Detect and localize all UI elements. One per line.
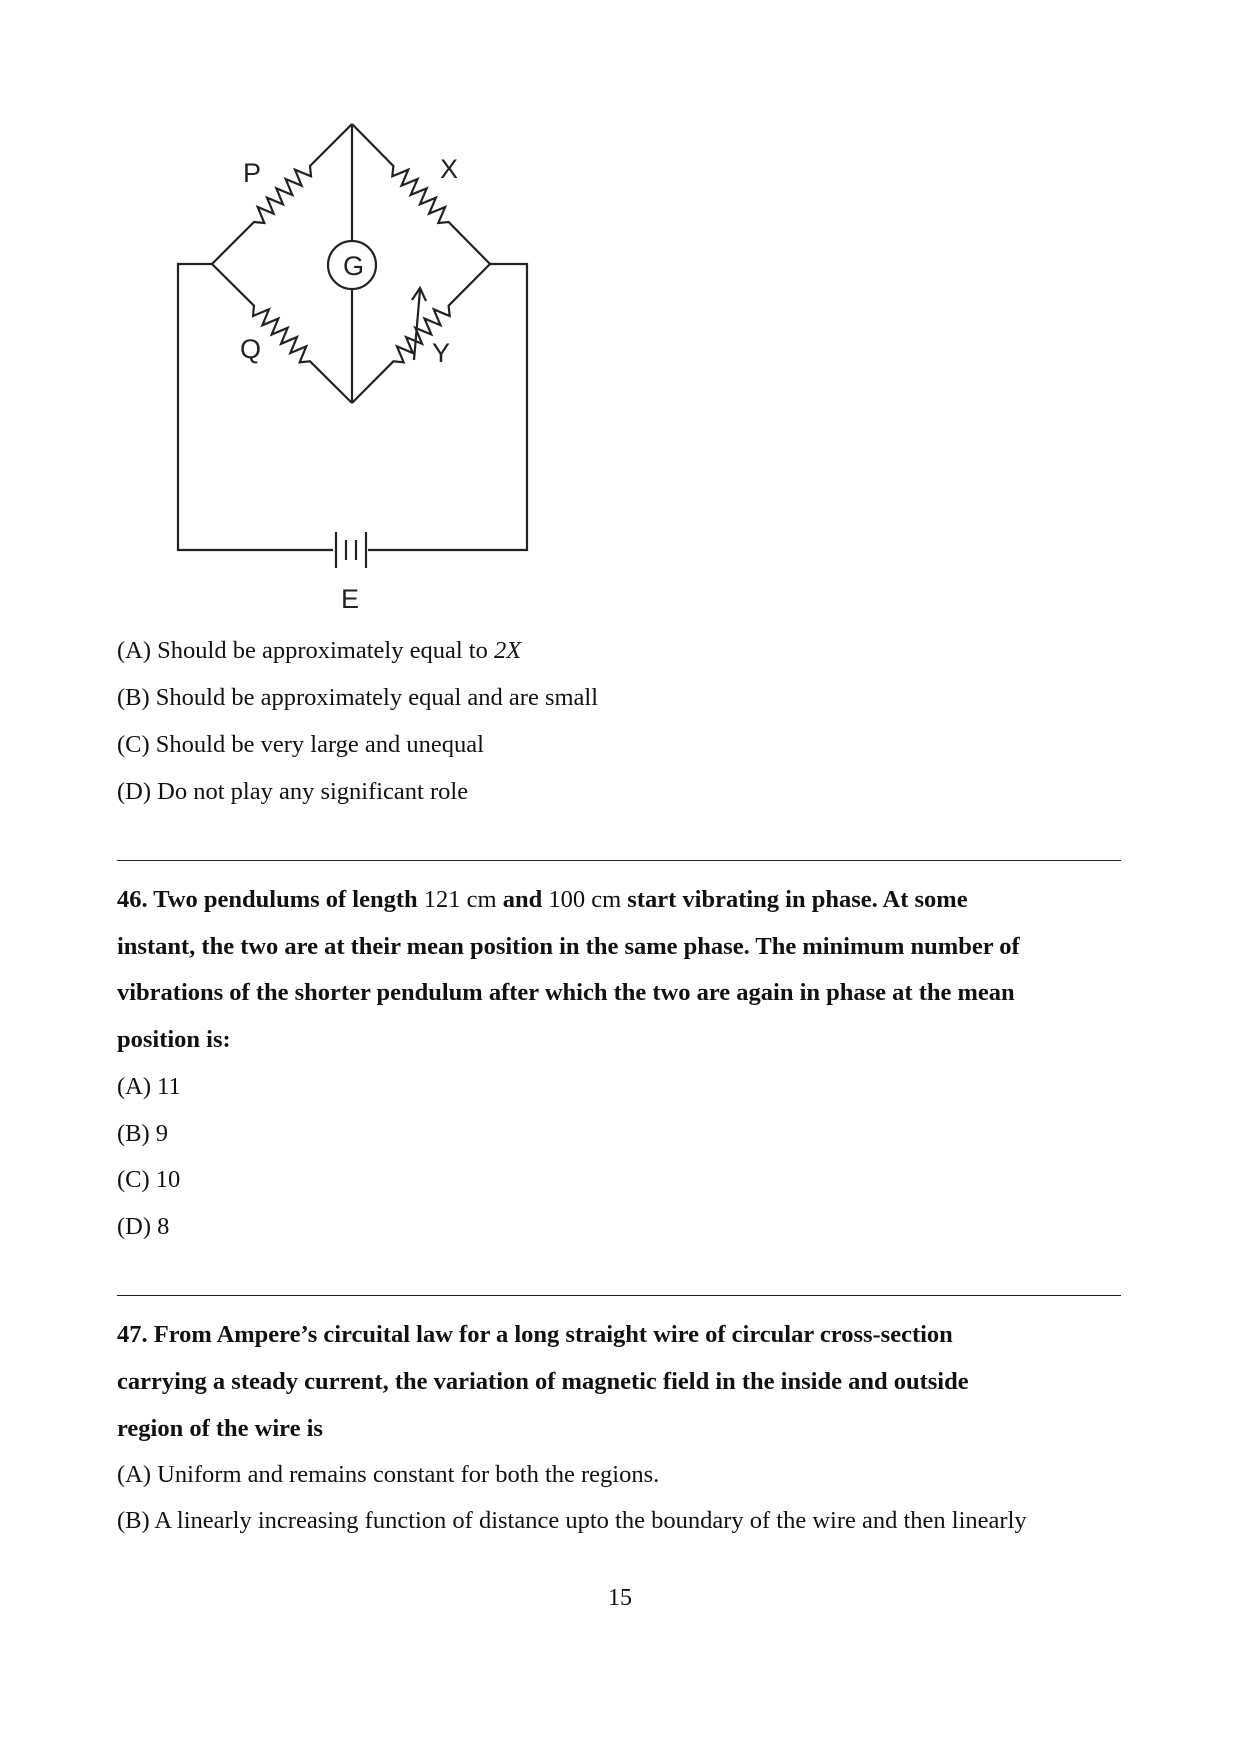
wheatstone-bridge-diagram bbox=[0, 0, 1240, 640]
q47-question-line: region of the wire is bbox=[117, 1415, 323, 1442]
label-e: E bbox=[341, 584, 360, 614]
q47-option-a: (A) Uniform and remains constant for both the regions. bbox=[117, 1461, 660, 1488]
q46-question-line: position is: bbox=[117, 1026, 231, 1053]
label-y: Y bbox=[432, 338, 451, 368]
q47-option-b: (B) A linearly increasing function of distance upto the boundary of the wire and then linearly bbox=[117, 1507, 1027, 1534]
q46-question-line: instant, the two are at their mean position in the same phase. The minimum number of bbox=[117, 933, 1020, 960]
resistor-x bbox=[352, 124, 490, 264]
variable-arrow bbox=[412, 288, 426, 360]
label-q: Q bbox=[240, 334, 262, 364]
battery bbox=[336, 532, 366, 568]
q46-option-c: (C) 10 bbox=[117, 1166, 181, 1193]
divider bbox=[117, 860, 1121, 861]
q46-question-line: 46. Two pendulums of length 121 cm and 100 cm start vibrating in phase. At some bbox=[117, 886, 968, 913]
resistor-q bbox=[212, 264, 352, 403]
q45-option-a: (A) Should be approximately equal to 2X bbox=[117, 637, 522, 664]
q46-option-a: (A) 11 bbox=[117, 1073, 181, 1100]
label-p: P bbox=[243, 158, 262, 188]
q46-option-b: (B) 9 bbox=[117, 1120, 169, 1147]
q45-option-d: (D) Do not play any significant role bbox=[117, 778, 469, 805]
q45-option-b: (B) Should be approximately equal and are small bbox=[117, 684, 599, 711]
q47-question-line: carrying a steady current, the variation of magnetic field in the inside and outside bbox=[117, 1368, 969, 1395]
divider bbox=[117, 1295, 1121, 1296]
q46-option-d: (D) 8 bbox=[117, 1213, 170, 1240]
q47-question-line: 47. From Ampere’s circuital law for a long straight wire of circular cross-section bbox=[117, 1321, 953, 1348]
q46-question-line: vibrations of the shorter pendulum after which the two are again in phase at the mean bbox=[117, 979, 1015, 1006]
label-x: X bbox=[440, 154, 459, 184]
label-g: G bbox=[343, 251, 365, 281]
resistor-p bbox=[212, 124, 352, 264]
q45-option-c: (C) Should be very large and unequal bbox=[117, 731, 484, 758]
resistor-y bbox=[352, 264, 490, 403]
page-number: 15 bbox=[608, 1585, 632, 1611]
